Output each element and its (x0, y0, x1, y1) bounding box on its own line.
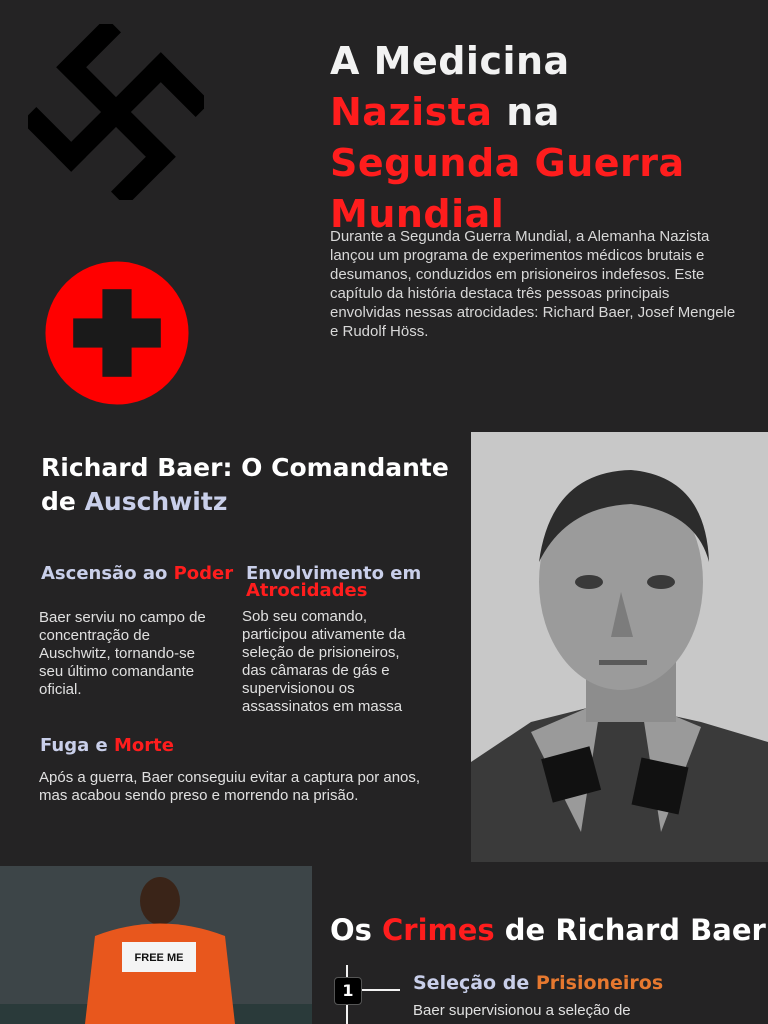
envolvimento-heading-highlight: Atrocidades (246, 580, 368, 601)
step-title-highlight: Prisioneiros (535, 972, 664, 994)
fuga-text: Após a guerra, Baer conseguiu evitar a captura por anos, mas acabou sendo preso e morrendo na prisão. (39, 769, 421, 804)
free-me-sign: FREE ME (134, 952, 184, 964)
free-me-illustration (0, 866, 312, 1024)
title-part-5: Mundial (330, 192, 505, 236)
ascensao-text: Baer serviu no campo de concentração de Auschwitz, tornando-se seu último comandante oficial. (39, 609, 206, 698)
portrait-illustration (471, 432, 768, 862)
page-title (330, 36, 750, 240)
title-part-2: Nazista (330, 90, 493, 134)
red-cross-icon (44, 260, 190, 406)
title-part-1: A Medicina (330, 39, 570, 83)
step-title-text: Seleção de (413, 972, 536, 994)
baer-portrait-photo (471, 432, 768, 862)
step-text: Baer supervisionou a seleção de (413, 1002, 631, 1019)
ascensao-heading-highlight: Poder (173, 563, 234, 584)
crimes-heading-text-a: Os (330, 913, 383, 947)
baer-section-heading (41, 451, 461, 519)
fuga-heading (40, 737, 340, 754)
fuga-heading-highlight: Morte (114, 735, 174, 756)
crimes-heading-text-c: de Richard Baer (494, 913, 766, 947)
crimes-heading-highlight: Crimes (382, 913, 495, 947)
title-part-3: na (506, 90, 560, 134)
crimes-section-heading (330, 910, 768, 950)
baer-heading-highlight: Auschwitz (84, 487, 228, 516)
free-me-photo (0, 866, 312, 1024)
step-title (413, 972, 753, 994)
step-number-badge: 1 (334, 977, 362, 1005)
swastika-icon (28, 24, 204, 200)
ascensao-heading-text: Ascensão ao (41, 563, 174, 584)
ascensao-heading (41, 565, 251, 582)
fuga-heading-text: Fuga e (40, 735, 114, 756)
envolvimento-heading-text: Envolvimento em (246, 563, 422, 584)
envolvimento-heading (246, 565, 456, 599)
intro-paragraph: Durante a Segunda Guerra Mundial, a Alemanha Nazista lançou um programa de experimentos médicos brutais e desumanos, conduzidos em prisioneiros indefesos. Este capítulo da história destaca três pessoas principais envolvidas nessas atrocidades: Richard Baer, Josef Mengele e Rudolf Höss. (330, 228, 736, 340)
envolvimento-text: Sob seu comando, participou ativamente da seleção de prisioneiros, das câmaras de gás e supervisionou os assassinatos em massa (242, 608, 406, 715)
baer-heading-text: Richard Baer: O Comandante de (41, 453, 449, 516)
title-part-4: Segunda Guerra (330, 141, 685, 185)
